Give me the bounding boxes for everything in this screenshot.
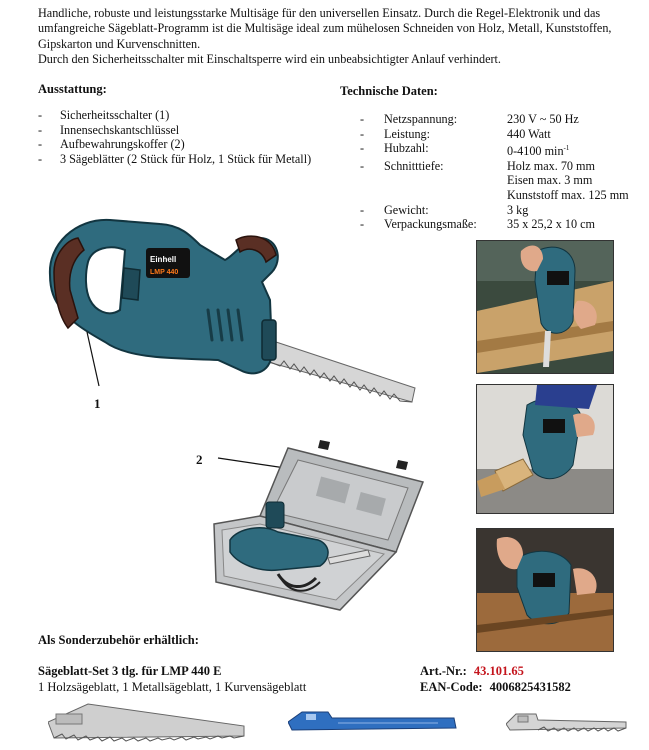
blade-set-title: Sägeblatt-Set 3 tlg. für LMP 440 E xyxy=(38,664,222,678)
storage-case-image xyxy=(208,440,438,620)
art-number xyxy=(420,664,524,679)
saw-blade xyxy=(268,340,415,402)
spec-value: 440 Watt xyxy=(507,126,551,141)
blade-set-description: 1 Holzsägeblatt, 1 Metallsägeblatt, 1 Kurvensägeblatt xyxy=(38,680,307,694)
intro-text xyxy=(38,6,638,67)
list-item: - 3 Sägeblätter (2 Stück für Holz, 1 Stück für Metall) xyxy=(38,152,311,167)
spec-row: - Netzspannung: 230 V ~ 50 Hz xyxy=(360,112,629,127)
spec-row: - Schnitttiefe: Holz max. 70 mm Eisen max. 3 mm Kunststoff max. 125 mm xyxy=(360,158,629,202)
spec-row: - Leistung: 440 Watt xyxy=(360,127,629,142)
curve-blade-image xyxy=(506,710,630,736)
equipment-heading: Ausstattung: xyxy=(38,82,107,96)
spec-value: 0-4100 min xyxy=(507,144,564,159)
art-number-label: Art.-Nr.: xyxy=(420,664,467,678)
accessories-heading: Als Sonderzubehör erhältlich: xyxy=(38,633,199,647)
ean-code xyxy=(420,680,571,695)
spec-label: Gewicht: xyxy=(384,202,429,217)
model-label: LMP 440 xyxy=(150,269,179,276)
list-item: - Innensechskantschlüssel xyxy=(38,123,311,138)
callout-2-label: 2 xyxy=(196,452,203,467)
list-item: - Sicherheitsschalter (1) xyxy=(38,108,311,123)
spec-row: - Hubzahl: 0-4100 $\min^{-1}$ xyxy=(360,141,570,159)
spec-row: - Gewicht: 3 kg xyxy=(360,203,629,218)
spec-value: Eisen max. 3 mm xyxy=(507,173,593,188)
usage-photo-2 xyxy=(476,384,614,514)
intro-line: Handliche, robuste und leistungsstarke Multisäge für den universellen Einsatz. Durch die Regel-Elektronik und das xyxy=(38,6,601,20)
equipment-list xyxy=(38,108,311,167)
spec-label: Verpackungsmaße: xyxy=(384,217,477,232)
ean-code-label: EAN-Code: xyxy=(420,680,483,694)
intro-line: Gipskarton und Kurvenschnitten. xyxy=(38,36,201,51)
spec-label: Hubzahl: xyxy=(384,141,429,156)
safety-switch xyxy=(122,268,140,300)
brand-label: Einhell xyxy=(150,255,177,264)
ean-code-value: 4006825431582 xyxy=(489,680,571,694)
spec-value: 230 V ~ 50 Hz xyxy=(507,112,579,126)
callout-line-1 xyxy=(85,330,115,390)
spec-unit-superscript: -1 xyxy=(563,144,570,153)
art-number-value: 43.101.65 xyxy=(473,664,524,678)
spec-value: 3 kg xyxy=(507,202,529,217)
spec-label: Netzspannung: xyxy=(384,112,458,126)
list-item: - Aufbewahrungskoffer (2) xyxy=(38,137,311,152)
usage-photo-3 xyxy=(476,528,614,652)
intro-line: umfangreiche Sägeblatt-Programm ist die Multisäge ideal zum mühelosen Schneiden von Holz, Metall, Kunststoffen, xyxy=(38,21,612,36)
metal-blade-image xyxy=(288,708,458,734)
specs-heading: Technische Daten: xyxy=(340,84,438,98)
spec-label: Leistung: xyxy=(384,126,431,141)
callout-1-label: 1 xyxy=(94,396,101,411)
intro-line: Durch den Sicherheitsschalter mit Einschaltsperre wird ein unbeabsichtigter Anlauf verhindert. xyxy=(38,51,501,66)
spec-label: Schnitttiefe: xyxy=(384,158,444,173)
wood-blade-image xyxy=(48,700,248,742)
usage-photo-1 xyxy=(476,240,614,374)
spec-row: - Verpackungsmaße: 35 x 25,2 x 10 cm xyxy=(360,217,629,232)
spec-value: 35 x 25,2 x 10 cm xyxy=(507,217,596,232)
spec-value: Kunststoff max. 125 mm xyxy=(507,187,629,202)
spec-value: Holz max. 70 mm xyxy=(507,158,596,173)
